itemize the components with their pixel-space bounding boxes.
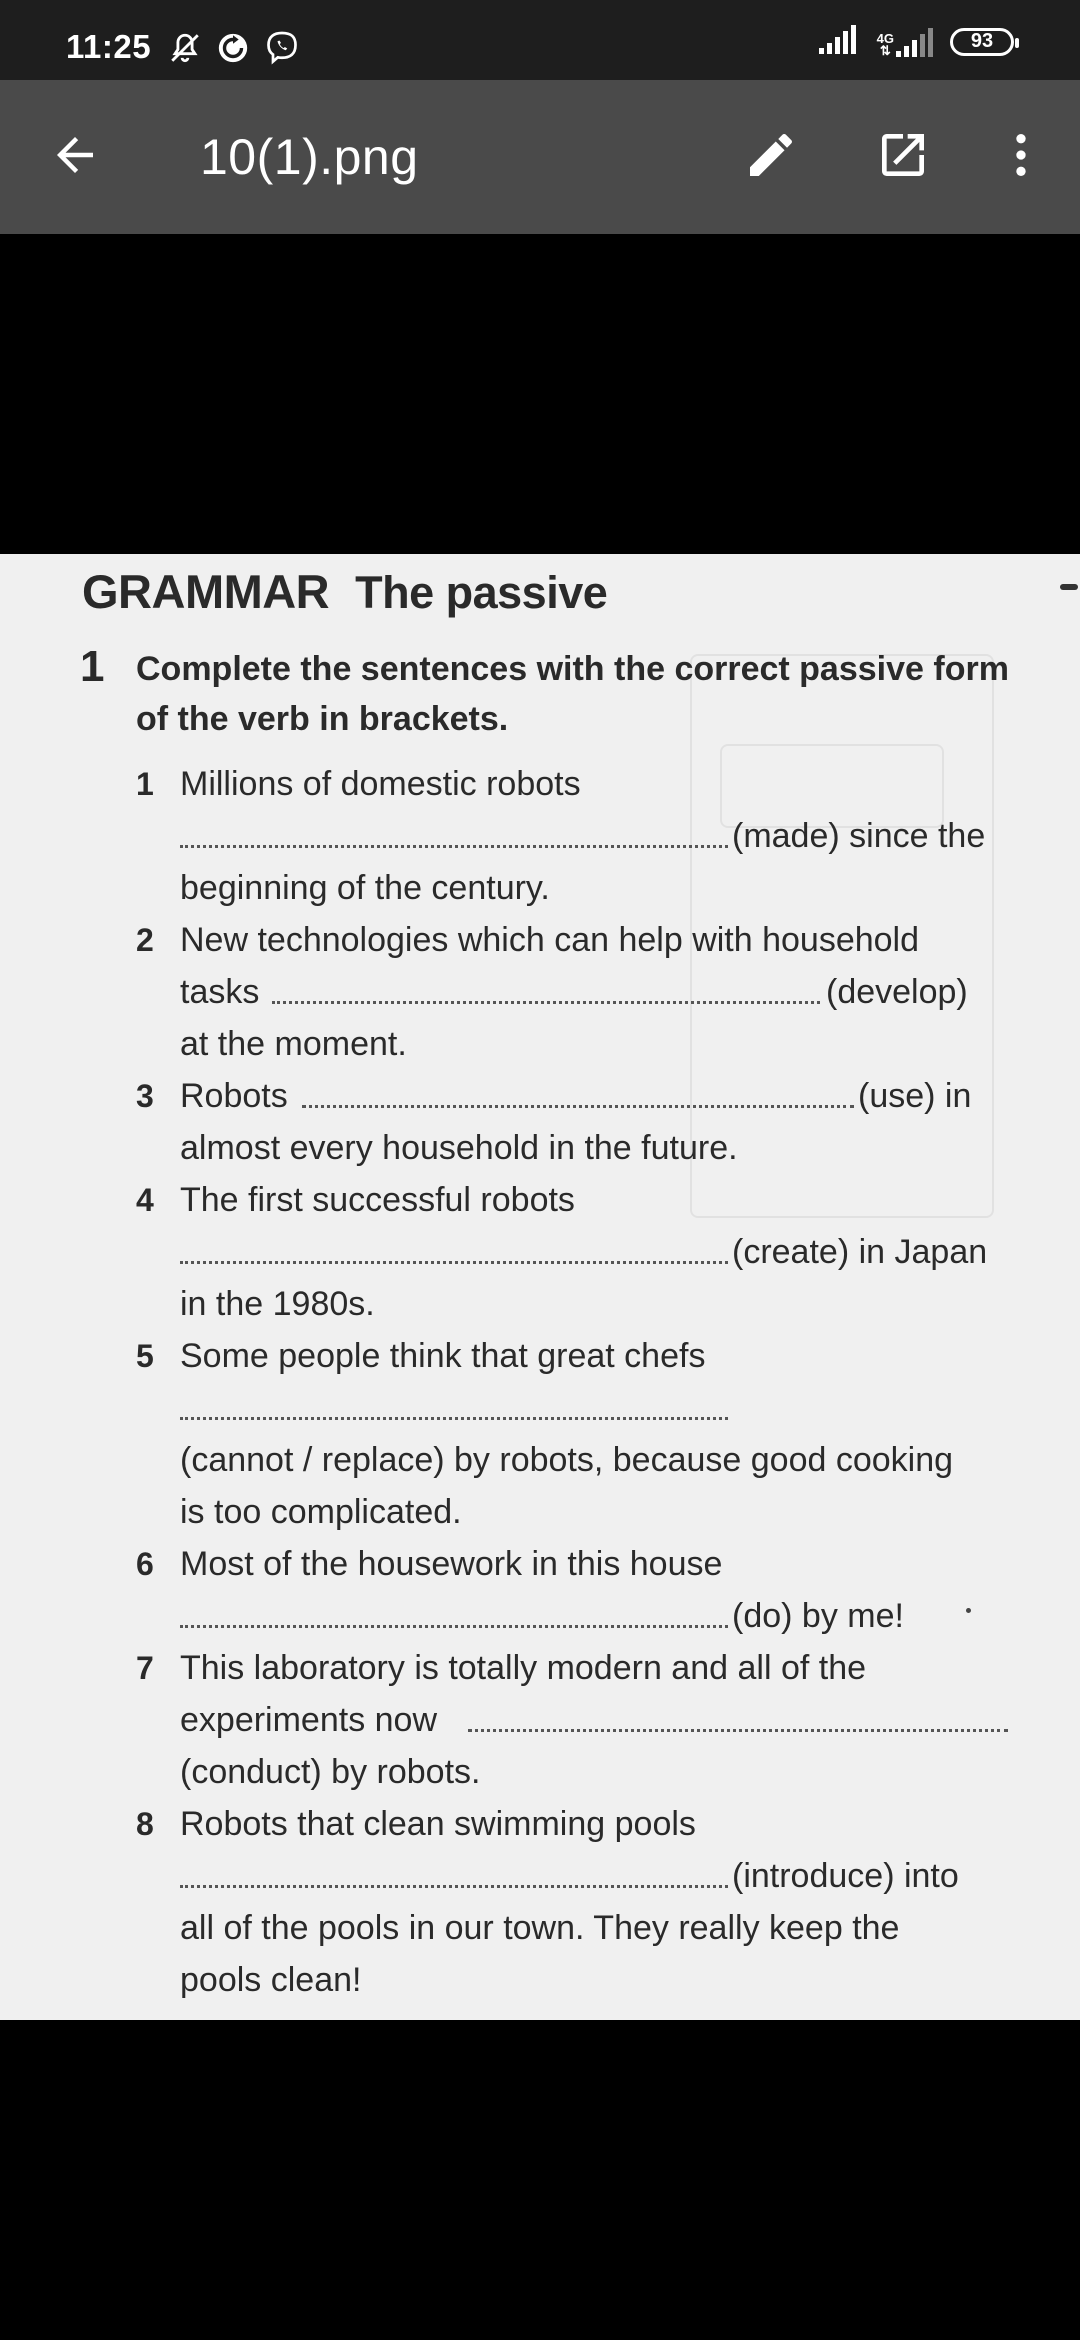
question-text: (cannot / replace) by robots, because good cooking — [180, 1441, 954, 1479]
question-text: (create) in Japan — [732, 1233, 988, 1271]
question-text: Robots — [180, 1077, 288, 1115]
question-text: Some people think that great chefs — [180, 1337, 706, 1375]
more-vert-icon — [993, 127, 1049, 188]
question-text: Most of the housework in this house — [180, 1545, 723, 1583]
battery-icon — [950, 28, 1014, 56]
answer-blank — [180, 1417, 728, 1420]
exercise-number: 1 — [80, 642, 105, 691]
app-toolbar — [0, 80, 1080, 234]
worksheet-image[interactable] — [0, 554, 1080, 2020]
topic-heading: The passive — [355, 567, 608, 618]
question-text: all of the pools in our town. They really keep the — [180, 1909, 900, 1947]
question-text: Millions of domestic robots — [180, 765, 581, 803]
answer-blank — [468, 1729, 1008, 1732]
question-text: (use) in — [858, 1077, 972, 1115]
question-text: The first successful robots — [180, 1181, 575, 1219]
section-heading — [82, 564, 607, 619]
exercise-instruction: Complete the sentences with the correct passive form of the verb in brackets. — [136, 650, 1009, 738]
question-number: 4 — [136, 1182, 154, 1218]
question-number: 7 — [136, 1650, 154, 1686]
viewer-bottom-area — [0, 2020, 1080, 2340]
signal-4g-icon — [877, 27, 936, 57]
question-text: Robots that clean swimming pools — [180, 1805, 696, 1843]
question-number: 2 — [136, 922, 154, 958]
viber-icon — [264, 30, 300, 71]
question-number: 5 — [136, 1338, 154, 1374]
status-bar — [0, 0, 1080, 80]
question-text: (made) since the — [732, 817, 986, 855]
back-button[interactable] — [42, 124, 108, 190]
question-text: at the moment. — [180, 1025, 407, 1063]
question-text: experiments now — [180, 1701, 438, 1739]
network-type-label: 4G — [876, 30, 894, 46]
page-edge-mark — [1060, 584, 1078, 590]
question-number: 3 — [136, 1078, 154, 1114]
open-external-icon — [875, 127, 931, 188]
data-arrows-icon: ⇅ — [879, 42, 891, 58]
edit-pencil-icon — [743, 127, 799, 188]
answer-blank — [272, 1001, 820, 1004]
notification-off-icon — [168, 31, 202, 70]
question-text: (conduct) by robots. — [180, 1753, 481, 1791]
answer-blank — [180, 1625, 728, 1628]
question-text: (do) by me! — [732, 1597, 904, 1635]
more-options-button[interactable] — [988, 124, 1054, 190]
back-arrow-icon — [48, 128, 102, 187]
answer-blank — [180, 845, 728, 848]
paper-speck — [966, 1608, 971, 1613]
question-text: (develop) — [826, 973, 968, 1011]
question-text: This laboratory is totally modern and all of the — [180, 1649, 867, 1687]
answer-blank — [302, 1105, 854, 1108]
status-system-icons — [819, 24, 1014, 59]
answer-blank — [180, 1885, 728, 1888]
edit-button[interactable] — [738, 124, 804, 190]
question-number: 8 — [136, 1806, 154, 1842]
status-time: 11:25 — [66, 28, 152, 65]
status-notification-icons — [168, 30, 300, 71]
sync-icon — [216, 31, 250, 70]
question-text: beginning of the century. — [180, 869, 550, 907]
question-text: almost every household in the future. — [180, 1129, 738, 1167]
question-text: New technologies which can help with household — [180, 921, 920, 959]
question-text: (introduce) into — [732, 1857, 959, 1895]
file-title: 10(1).png — [200, 129, 419, 185]
question-text: is too complicated. — [180, 1493, 462, 1531]
answer-blank — [180, 1261, 728, 1264]
battery-level: 93 — [970, 30, 994, 52]
signal-icon — [819, 24, 863, 59]
question-text: in the 1980s. — [180, 1285, 375, 1323]
question-number: 6 — [136, 1546, 154, 1582]
question-number: 1 — [136, 766, 154, 802]
question-text: pools clean! — [180, 1961, 362, 1999]
open-external-button[interactable] — [870, 124, 936, 190]
question-text: tasks — [180, 973, 260, 1011]
grammar-heading: GRAMMAR — [82, 565, 330, 618]
